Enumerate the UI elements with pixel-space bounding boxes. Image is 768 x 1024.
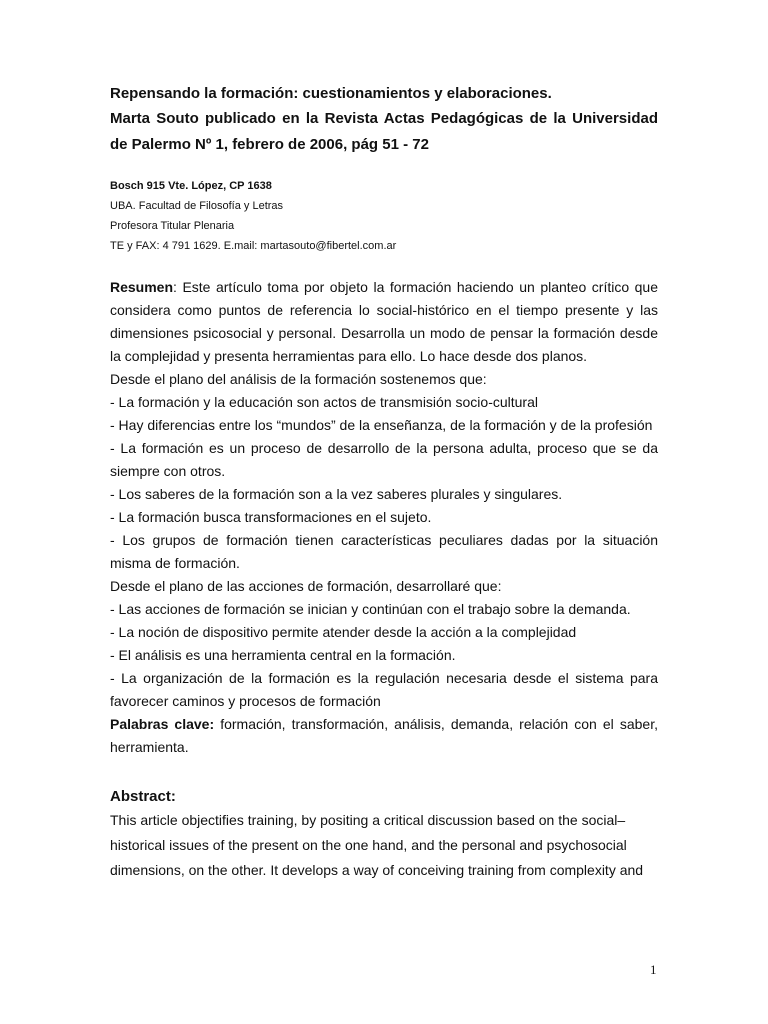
contact-block [110, 176, 658, 256]
analysis-item: - La formación busca transformaciones en el sujeto. [110, 509, 432, 525]
address: Bosch 915 Vte. López, CP 1638 [110, 180, 272, 192]
resumen-text: : Este artículo toma por objeto la formación haciendo un planteo crítico que considera como puntos de referencia lo social-histórico en el tiempo presente y las dimensiones psicosocial y personal. Desarrolla un modo de pensar la formación desde la complejidad y presenta herramientas para ello. Lo hace desde dos planos. [110, 279, 658, 364]
actions-item: - La organización de la formación es la regulación necesaria desde el sistema para favorecer caminos y procesos de formación [110, 670, 658, 709]
keywords-text: formación, transformación, análisis, demanda, relación con el saber, herramienta. [110, 716, 658, 755]
institution: UBA. Facultad de Filosofía y Letras [110, 200, 284, 212]
actions-intro: Desde el plano de las acciones de formación, desarrollaré que: [110, 578, 502, 594]
abstract-line: This article objectifies training, by positing a critical discussion based on the social– [110, 812, 626, 828]
analysis-item: - Hay diferencias entre los “mundos” de la enseñanza, de la formación y de la profesión [110, 417, 653, 433]
keywords-label: Palabras clave: [110, 716, 215, 732]
resumen-label: Resumen [110, 279, 174, 295]
actions-item: - La noción de dispositivo permite atender desde la acción a la complejidad [110, 624, 577, 640]
article-title: Repensando la formación: cuestionamientos y elaboraciones. [110, 85, 552, 102]
actions-item: - El análisis es una herramienta central en la formación. [110, 647, 456, 663]
resumen-paragraph [110, 276, 658, 368]
analysis-item: - La formación es un proceso de desarrollo de la persona adulta, proceso que se da siempre con otros. [110, 440, 658, 479]
phone-email: TE y FAX: 4 791 1629. E.mail: martasouto@fibertel.com.ar [110, 240, 397, 252]
analysis-intro: Desde el plano del análisis de la formación sostenemos que: [110, 371, 487, 387]
abstract-body [110, 808, 658, 883]
position: Profesora Titular Plenaria [110, 220, 235, 232]
author-publication: Marta Souto publicado en la Revista Actas Pedagógicas de la Universidad de Palermo Nº 1, febrero de 2006, pág 51 - 72 [110, 110, 658, 153]
keywords-paragraph [110, 713, 658, 759]
resumen-section [110, 276, 658, 759]
abstract-line: historical issues of the present on the one hand, and the personal and psychosocial [110, 837, 627, 853]
page-number: 1 [650, 962, 657, 977]
abstract-heading: Abstract: [110, 788, 176, 805]
abstract-line: dimensions, on the other. It develops a way of conceiving training from complexity and [110, 862, 644, 878]
actions-item: - Las acciones de formación se inician y continúan con el trabajo sobre la demanda. [110, 601, 631, 617]
document-page [110, 82, 658, 883]
analysis-item: - Los grupos de formación tienen características peculiares dadas por la situación misma de formación. [110, 532, 658, 571]
analysis-item: - La formación y la educación son actos de transmisión socio-cultural [110, 394, 538, 410]
analysis-item: - Los saberes de la formación son a la vez saberes plurales y singulares. [110, 486, 563, 502]
